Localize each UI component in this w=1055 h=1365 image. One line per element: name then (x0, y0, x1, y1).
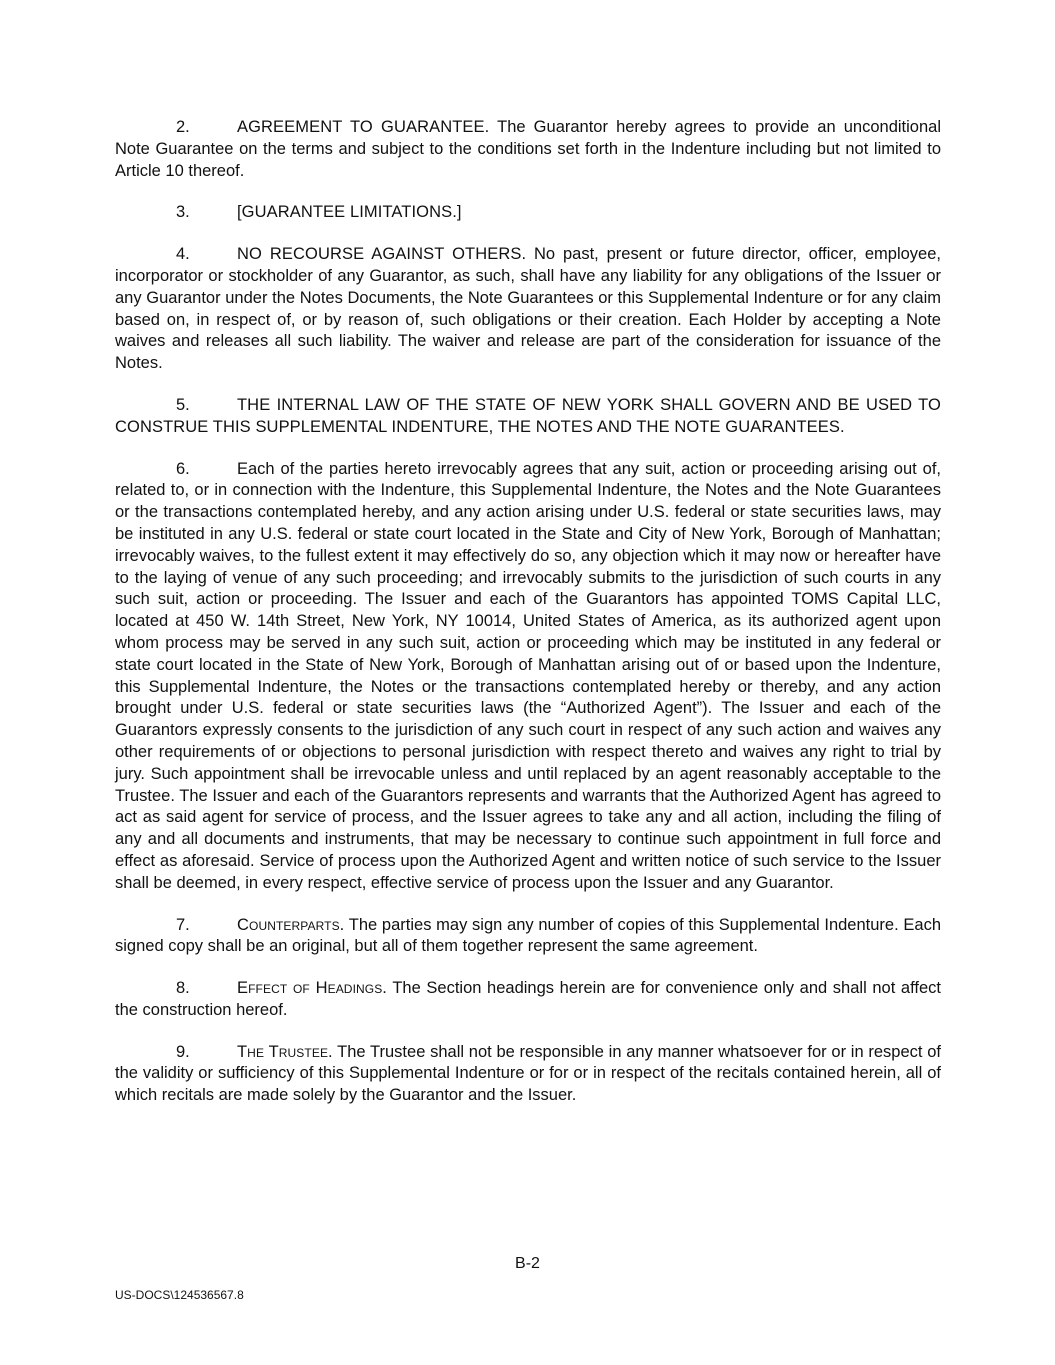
section-number: 4. (176, 245, 190, 264)
section-heading: NO RECOURSE AGAINST OTHERS. (237, 245, 527, 264)
section-9-paragraph (115, 1042, 941, 1107)
section-text: The Section headings herein are for convenience only and shall not affect the construction hereof. (115, 979, 941, 1019)
section-heading: [GUARANTEE LIMITATIONS.] (237, 203, 462, 222)
section-number: 9. (176, 1042, 190, 1061)
section-7-paragraph (115, 915, 941, 959)
section-heading: Effect of Headings. (237, 979, 387, 998)
section-heading: The Trustee. (237, 1042, 333, 1061)
section-5-paragraph (115, 395, 941, 439)
section-number: 8. (176, 979, 190, 998)
section-text: The Trustee shall not be responsible in any manner whatsoever for or in respect of the validity or sufficiency of this Supplemental Indenture or for or in respect of the recitals contained herein, all of which recitals are made solely by the Guarantor and the Issuer. (115, 1042, 941, 1105)
section-heading: Counterparts. (237, 915, 345, 934)
section-text: The Guarantor hereby agrees to provide an unconditional Note Guarantee on the terms and subject to the conditions set forth in the Indenture including but not limited to Article 10 thereof. (115, 118, 942, 180)
page-number: B-2 (515, 1255, 540, 1272)
section-text: Each of the parties hereto irrevocably agrees that any suit, action or proceeding arising out of, related to, or in connection with the Indenture, this Supplemental Indenture, the Notes and the Note Guarantees or the transactions contemplated hereby, and any action arising under U.S. federal or state securities laws, may be instituted in any U.S. federal or state court located in the State and City of New York, Borough of Manhattan; irrevocably waives, to the fullest extent it may effectively do so, any objection which it may now or hereafter have to the laying of venue of any such proceeding; and irrevocably submits to the jurisdiction of such courts in any such suit, action or proceeding. The Issuer and each of the Guarantors has appointed TOMS Capital LLC, located at 450 W. 14th Street, New York, NY 10014, United States of America, as its authorized agent upon whom process may be served in any such suit, action or proceeding which may be instituted in any federal or state court located in the State of New York, Borough of Manhattan arising out of or based upon the Indenture, this Supplemental Indenture, the Notes or the transactions contemplated hereby or thereby, and any action brought under U.S. federal or state securities laws (the “Authorized Agent”). The Issuer and each of the Guarantors expressly consents to the jurisdiction of any such court in respect of any such action and waives any other requirements of or objections to personal jurisdiction with respect thereto and waives any right to trial by jury. Such appointment shall be irrevocable unless and until replaced by an agent reasonably acceptable to the Trustee. The Issuer and each of the Guarantors represents and warrants that the Authorized Agent has agreed to act as said agent for service of process, and the Issuer agrees to take any and all action, including the filing of any and all documents and instruments, that may be necessary to continue such appointment in full force and effect as aforesaid. Service of process upon the Authorized Agent and written notice of such service to the Issuer shall be deemed, in every respect, effective service of process upon the Issuer and any Guarantor. (115, 459, 941, 892)
section-number: 2. (176, 118, 190, 136)
section-heading: THE INTERNAL LAW OF THE STATE OF NEW YORK SHALL GOVERN AND BE USED TO CONSTRUE THIS SUPPLEMENTAL INDENTURE, THE NOTES AND THE NOTE GUARANTEES. (115, 395, 941, 436)
section-4-paragraph (115, 244, 941, 375)
section-number: 7. (176, 915, 190, 934)
section-heading: AGREEMENT TO GUARANTEE. (237, 118, 490, 136)
document-body (115, 117, 941, 1127)
section-3-paragraph (115, 202, 941, 224)
section-6-paragraph (115, 459, 941, 895)
section-2-paragraph (115, 117, 941, 182)
section-number: 3. (176, 203, 190, 222)
section-number: 5. (176, 395, 190, 414)
document-id: US-DOCS\124536567.8 (115, 1288, 244, 1302)
section-number: 6. (176, 459, 190, 478)
section-8-paragraph (115, 978, 941, 1022)
section-text: No past, present or future director, officer, employee, incorporator or stockholder of any Guarantor, as such, shall have any liability for any obligations of the Issuer or any Guarantor under the Notes Documents, the Note Guarantees or this Supplemental Indenture or for any claim based on, in respect of, or by reason of, such obligations or their creation. Each Holder by accepting a Note waives and releases all such liability. The waiver and release are part of the consideration for issuance of the Notes. (115, 245, 941, 373)
section-text: The parties may sign any number of copies of this Supplemental Indenture. Each signed copy shall be an original, but all of them together represent the same agreement. (115, 915, 941, 956)
